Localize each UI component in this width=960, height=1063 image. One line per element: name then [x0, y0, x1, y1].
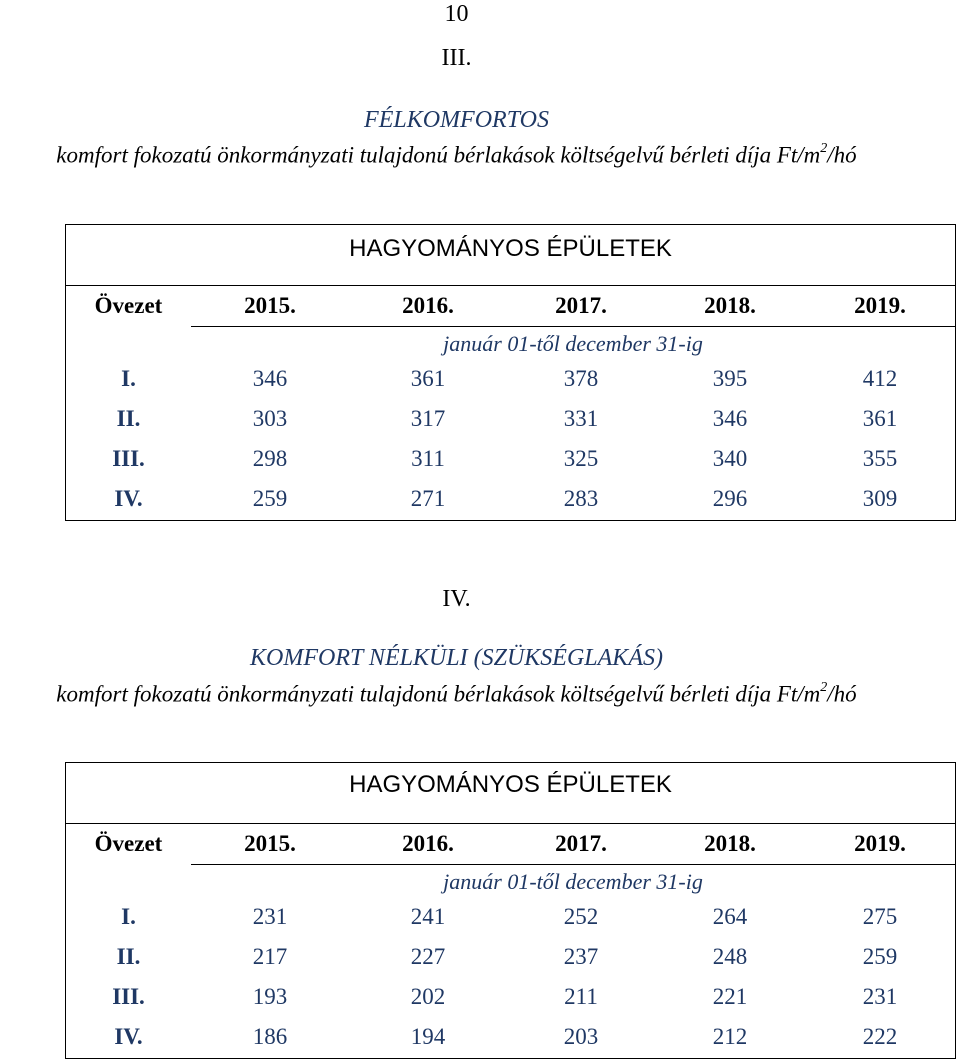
value-cell: 203 — [563, 1024, 599, 1049]
value-cell: 325 — [563, 446, 599, 471]
table-row — [66, 399, 955, 439]
value-cell: 264 — [712, 904, 748, 929]
column-header-2015: 2015. — [244, 831, 296, 856]
section-subtitle — [0, 676, 913, 709]
table-row — [66, 359, 955, 399]
value-cell: 355 — [862, 446, 898, 471]
zone-cell: I. — [121, 366, 136, 391]
period-label: január 01-től december 31-ig — [443, 869, 703, 894]
value-cell: 231 — [862, 984, 898, 1009]
zone-cell: IV. — [114, 1024, 143, 1049]
table-header-row — [66, 825, 955, 863]
value-cell: 252 — [563, 904, 599, 929]
page-number: 10 — [444, 1, 469, 27]
table-row — [66, 937, 955, 977]
column-header-2016: 2016. — [402, 293, 454, 318]
value-cell: 194 — [410, 1024, 446, 1049]
table-row — [66, 897, 955, 937]
zone-cell: II. — [116, 406, 141, 431]
column-header-2019: 2019. — [854, 831, 906, 856]
subtitle-superscript: 2 — [820, 680, 828, 695]
table-row — [66, 1017, 955, 1057]
value-cell: 346 — [712, 406, 748, 431]
table-row — [66, 479, 955, 519]
value-cell: 186 — [252, 1024, 288, 1049]
value-cell: 212 — [712, 1024, 748, 1049]
column-header-2018: 2018. — [704, 293, 756, 318]
value-cell: 317 — [410, 406, 446, 431]
period-divider — [191, 864, 955, 865]
value-cell: 298 — [252, 446, 288, 471]
value-cell: 202 — [410, 984, 446, 1009]
section-numeral-iv: IV. — [442, 586, 471, 612]
period-label: január 01-től december 31-ig — [443, 331, 703, 356]
value-cell: 237 — [563, 944, 599, 969]
value-cell: 395 — [712, 366, 748, 391]
section-subtitle — [0, 137, 913, 170]
table-row — [66, 439, 955, 479]
value-cell: 221 — [712, 984, 748, 1009]
value-cell: 222 — [862, 1024, 898, 1049]
subtitle-superscript: 2 — [820, 141, 828, 156]
value-cell: 227 — [410, 944, 446, 969]
zone-cell: I. — [121, 904, 136, 929]
rent-table-felkomfortos — [65, 224, 956, 521]
column-header-2015: 2015. — [244, 293, 296, 318]
zone-cell: IV. — [114, 486, 143, 511]
subtitle-text: komfort fokozatú önkormányzati tulajdonú bérlakások költségelvű bérleti díja Ft/m — [56, 142, 821, 168]
value-cell: 275 — [862, 904, 898, 929]
column-header-2016: 2016. — [402, 831, 454, 856]
value-cell: 211 — [564, 984, 598, 1009]
value-cell: 331 — [563, 406, 599, 431]
value-cell: 378 — [563, 366, 599, 391]
zone-cell: III. — [112, 446, 145, 471]
section-title-felkomfortos: FÉLKOMFORTOS — [364, 107, 549, 133]
column-header-zone: Övezet — [94, 831, 163, 856]
value-cell: 217 — [252, 944, 288, 969]
value-cell: 309 — [862, 486, 898, 511]
value-cell: 340 — [712, 446, 748, 471]
table-row — [66, 977, 955, 1017]
value-cell: 271 — [410, 486, 446, 511]
table-header-row — [66, 287, 955, 325]
value-cell: 248 — [712, 944, 748, 969]
value-cell: 346 — [252, 366, 288, 391]
column-header-2017: 2017. — [555, 293, 607, 318]
value-cell: 361 — [410, 366, 446, 391]
column-header-2019: 2019. — [854, 293, 906, 318]
zone-cell: III. — [112, 984, 145, 1009]
value-cell: 311 — [411, 446, 445, 471]
table-heading: HAGYOMÁNYOS ÉPÜLETEK — [66, 763, 955, 824]
column-header-2017: 2017. — [555, 831, 607, 856]
value-cell: 296 — [712, 486, 748, 511]
value-cell: 241 — [410, 904, 446, 929]
table-heading: HAGYOMÁNYOS ÉPÜLETEK — [66, 225, 955, 286]
zone-cell: II. — [116, 944, 141, 969]
section-numeral-iii: III. — [441, 45, 472, 71]
value-cell: 259 — [862, 944, 898, 969]
value-cell: 412 — [862, 366, 898, 391]
column-header-zone: Övezet — [94, 293, 163, 318]
value-cell: 231 — [252, 904, 288, 929]
value-cell: 361 — [862, 406, 898, 431]
subtitle-unit: /hó — [827, 681, 857, 707]
subtitle-text: komfort fokozatú önkormányzati tulajdonú bérlakások költségelvű bérleti díja Ft/m — [56, 681, 821, 707]
value-cell: 303 — [252, 406, 288, 431]
period-divider — [191, 326, 955, 327]
value-cell: 259 — [252, 486, 288, 511]
value-cell: 193 — [252, 984, 288, 1009]
section-title-komfort-nelkuli: KOMFORT NÉLKÜLI (SZÜKSÉGLAKÁS) — [250, 645, 663, 671]
value-cell: 283 — [563, 486, 599, 511]
rent-table-komfort-nelkuli — [65, 762, 956, 1059]
column-header-2018: 2018. — [704, 831, 756, 856]
subtitle-unit: /hó — [827, 142, 857, 168]
